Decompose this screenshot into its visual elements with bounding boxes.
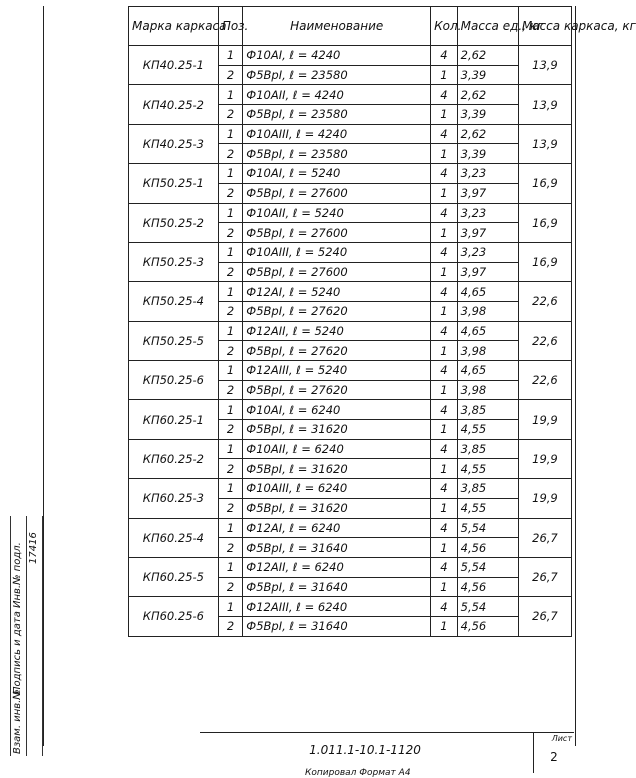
item-qty: 4 xyxy=(431,400,458,420)
item-pos: 1 xyxy=(218,124,242,144)
item-name: Ф5ВрI, ℓ = 31640 xyxy=(243,577,431,597)
table-row xyxy=(129,124,572,144)
item-mass: 5,54 xyxy=(457,597,518,617)
item-pos: 2 xyxy=(218,420,242,440)
frame-mark: КП60.25-5 xyxy=(129,557,219,596)
item-pos: 1 xyxy=(218,518,242,538)
item-qty: 4 xyxy=(431,597,458,617)
item-pos: 2 xyxy=(218,65,242,85)
specification-table xyxy=(128,6,636,637)
frame-mark: КП50.25-2 xyxy=(129,203,219,242)
side-inv-number: 17416 xyxy=(28,532,39,564)
item-mass: 3,97 xyxy=(457,223,518,243)
item-mass: 3,39 xyxy=(457,105,518,125)
item-name: Ф5ВрI, ℓ = 31620 xyxy=(243,420,431,440)
item-qty: 1 xyxy=(431,459,458,479)
item-mass: 4,65 xyxy=(457,361,518,381)
item-name: Ф5ВрI, ℓ = 27620 xyxy=(243,341,431,361)
item-mass: 3,23 xyxy=(457,242,518,262)
item-qty: 1 xyxy=(431,183,458,203)
frame-total-mass: 16,9 xyxy=(518,242,571,281)
item-mass: 4,65 xyxy=(457,321,518,341)
frame-total-mass: 13,9 xyxy=(518,124,571,163)
item-name: Ф12АII, ℓ = 6240 xyxy=(243,557,431,577)
item-qty: 4 xyxy=(431,518,458,538)
item-qty: 4 xyxy=(431,282,458,302)
item-mass: 3,98 xyxy=(457,341,518,361)
table-row xyxy=(129,597,572,617)
header-name: Наименование xyxy=(243,7,431,46)
item-name: Ф10АIII, ℓ = 4240 xyxy=(243,124,431,144)
sheet-label: Лист xyxy=(551,734,572,743)
frame-mark: КП60.25-6 xyxy=(129,597,219,636)
item-pos: 2 xyxy=(218,459,242,479)
frame-mark: КП60.25-3 xyxy=(129,479,219,518)
item-qty: 4 xyxy=(431,361,458,381)
item-name: Ф12АIII, ℓ = 5240 xyxy=(243,361,431,381)
header-unit-mass: Масса ед., кг xyxy=(457,7,518,46)
item-qty: 1 xyxy=(431,144,458,164)
item-pos: 2 xyxy=(218,380,242,400)
item-mass: 3,97 xyxy=(457,183,518,203)
frame-total-mass: 26,7 xyxy=(518,557,571,596)
item-pos: 1 xyxy=(218,439,242,459)
table-row xyxy=(129,400,572,420)
item-name: Ф5ВрI, ℓ = 31640 xyxy=(243,616,431,636)
item-mass: 4,56 xyxy=(457,538,518,558)
item-mass: 2,62 xyxy=(457,85,518,105)
item-qty: 1 xyxy=(431,498,458,518)
item-mass: 3,39 xyxy=(457,65,518,85)
item-pos: 1 xyxy=(218,557,242,577)
frame-total-mass: 22,6 xyxy=(518,282,571,321)
frame-mark: КП50.25-6 xyxy=(129,361,219,400)
frame-total-mass: 26,7 xyxy=(518,597,571,636)
item-mass: 4,55 xyxy=(457,459,518,479)
frame-mark: КП60.25-1 xyxy=(129,400,219,439)
frame-mark: КП40.25-3 xyxy=(129,124,219,163)
item-name: Ф12АI, ℓ = 6240 xyxy=(243,518,431,538)
frame-total-mass: 19,9 xyxy=(518,439,571,478)
table-header xyxy=(129,7,572,46)
item-pos: 2 xyxy=(218,144,242,164)
item-pos: 2 xyxy=(218,301,242,321)
item-mass: 2,62 xyxy=(457,46,518,66)
item-name: Ф5ВрI, ℓ = 27600 xyxy=(243,223,431,243)
frame-mark: КП60.25-2 xyxy=(129,439,219,478)
item-mass: 4,56 xyxy=(457,577,518,597)
item-name: Ф10АII, ℓ = 4240 xyxy=(243,85,431,105)
item-pos: 1 xyxy=(218,479,242,499)
footer-note: Копировал Формат А4 xyxy=(305,768,411,778)
sheet-box xyxy=(533,733,574,773)
item-qty: 4 xyxy=(431,439,458,459)
item-mass: 4,56 xyxy=(457,616,518,636)
item-qty: 4 xyxy=(431,46,458,66)
item-mass: 3,97 xyxy=(457,262,518,282)
frame-total-mass: 22,6 xyxy=(518,361,571,400)
item-mass: 3,85 xyxy=(457,400,518,420)
item-pos: 2 xyxy=(218,341,242,361)
item-name: Ф5ВрI, ℓ = 27600 xyxy=(243,183,431,203)
item-name: Ф10АIII, ℓ = 5240 xyxy=(243,242,431,262)
table-row xyxy=(129,557,572,577)
item-qty: 4 xyxy=(431,321,458,341)
item-qty: 4 xyxy=(431,479,458,499)
table-row xyxy=(129,242,572,262)
item-mass: 3,23 xyxy=(457,164,518,184)
item-pos: 1 xyxy=(218,203,242,223)
item-mass: 2,62 xyxy=(457,124,518,144)
frame-mark: КП50.25-1 xyxy=(129,164,219,203)
item-pos: 2 xyxy=(218,262,242,282)
item-mass: 4,55 xyxy=(457,420,518,440)
item-pos: 2 xyxy=(218,577,242,597)
item-name: Ф12АII, ℓ = 5240 xyxy=(243,321,431,341)
item-name: Ф5ВрI, ℓ = 23580 xyxy=(243,65,431,85)
item-qty: 1 xyxy=(431,341,458,361)
item-pos: 1 xyxy=(218,242,242,262)
side-stamp xyxy=(0,516,43,756)
frame-total-mass: 26,7 xyxy=(518,518,571,557)
table-row xyxy=(129,518,572,538)
item-name: Ф10АII, ℓ = 6240 xyxy=(243,439,431,459)
table-row xyxy=(129,439,572,459)
frame-mark: КП50.25-3 xyxy=(129,242,219,281)
frame-total-mass: 19,9 xyxy=(518,400,571,439)
item-name: Ф5ВрI, ℓ = 31620 xyxy=(243,498,431,518)
item-name: Ф12АIII, ℓ = 6240 xyxy=(243,597,431,617)
item-name: Ф5ВрI, ℓ = 27620 xyxy=(243,380,431,400)
item-pos: 1 xyxy=(218,361,242,381)
item-pos: 1 xyxy=(218,85,242,105)
item-qty: 1 xyxy=(431,105,458,125)
item-qty: 1 xyxy=(431,577,458,597)
item-pos: 1 xyxy=(218,321,242,341)
header-pos: Поз. xyxy=(218,7,242,46)
item-name: Ф10АI, ℓ = 5240 xyxy=(243,164,431,184)
item-qty: 1 xyxy=(431,616,458,636)
side-label-sign-date: Подпись и дата xyxy=(12,611,23,694)
item-qty: 1 xyxy=(431,420,458,440)
item-mass: 3,39 xyxy=(457,144,518,164)
header-mark: Марка каркаса xyxy=(129,7,219,46)
item-name: Ф5ВрI, ℓ = 31640 xyxy=(243,538,431,558)
item-mass: 4,65 xyxy=(457,282,518,302)
side-divider xyxy=(10,516,11,756)
sheet-number: 2 xyxy=(550,750,558,764)
item-pos: 1 xyxy=(218,400,242,420)
frame-total-mass: 19,9 xyxy=(518,479,571,518)
item-mass: 5,54 xyxy=(457,518,518,538)
item-qty: 1 xyxy=(431,380,458,400)
table-row xyxy=(129,361,572,381)
frame-mark: КП50.25-4 xyxy=(129,282,219,321)
item-name: Ф10АI, ℓ = 6240 xyxy=(243,400,431,420)
item-mass: 3,98 xyxy=(457,301,518,321)
table-row xyxy=(129,321,572,341)
frame-mark: КП40.25-2 xyxy=(129,85,219,124)
item-pos: 1 xyxy=(218,282,242,302)
table-row xyxy=(129,282,572,302)
item-name: Ф5ВрI, ℓ = 27620 xyxy=(243,301,431,321)
item-pos: 2 xyxy=(218,498,242,518)
side-label-replace-inv: Взам. инв.№ xyxy=(12,689,23,754)
item-name: Ф10АI, ℓ = 4240 xyxy=(243,46,431,66)
frame-total-mass: 16,9 xyxy=(518,164,571,203)
item-qty: 1 xyxy=(431,301,458,321)
frame-mark: КП50.25-5 xyxy=(129,321,219,360)
item-pos: 2 xyxy=(218,538,242,558)
item-pos: 2 xyxy=(218,223,242,243)
frame-total-mass: 22,6 xyxy=(518,321,571,360)
item-name: Ф12АI, ℓ = 5240 xyxy=(243,282,431,302)
item-pos: 2 xyxy=(218,616,242,636)
item-pos: 2 xyxy=(218,183,242,203)
item-qty: 4 xyxy=(431,557,458,577)
item-pos: 1 xyxy=(218,46,242,66)
item-qty: 1 xyxy=(431,65,458,85)
item-pos: 2 xyxy=(218,105,242,125)
item-name: Ф5ВрI, ℓ = 27600 xyxy=(243,262,431,282)
table-row xyxy=(129,85,572,105)
header-qty: Кол. xyxy=(431,7,458,46)
table-row xyxy=(129,164,572,184)
item-mass: 3,98 xyxy=(457,380,518,400)
item-qty: 1 xyxy=(431,223,458,243)
item-name: Ф5ВрI, ℓ = 23580 xyxy=(243,105,431,125)
frame-total-mass: 16,9 xyxy=(518,203,571,242)
item-qty: 4 xyxy=(431,85,458,105)
item-qty: 1 xyxy=(431,538,458,558)
frame-mark: КП60.25-4 xyxy=(129,518,219,557)
item-mass: 4,55 xyxy=(457,498,518,518)
item-name: Ф10АII, ℓ = 5240 xyxy=(243,203,431,223)
frame-total-mass: 13,9 xyxy=(518,46,571,85)
item-qty: 4 xyxy=(431,164,458,184)
document-code: 1.011.1-10.1-1120 xyxy=(309,743,421,757)
table-row xyxy=(129,203,572,223)
item-qty: 4 xyxy=(431,203,458,223)
side-divider xyxy=(42,516,43,756)
item-qty: 1 xyxy=(431,262,458,282)
item-mass: 5,54 xyxy=(457,557,518,577)
item-mass: 3,23 xyxy=(457,203,518,223)
table-row xyxy=(129,46,572,66)
side-label-inv-orig: Инв.№ подл. xyxy=(12,542,23,608)
item-mass: 3,85 xyxy=(457,439,518,459)
header-frame-mass: Масса каркаса, кг xyxy=(518,7,571,46)
item-qty: 4 xyxy=(431,242,458,262)
frame-mark: КП40.25-1 xyxy=(129,46,219,85)
side-divider xyxy=(26,516,27,756)
item-name: Ф5ВрI, ℓ = 23580 xyxy=(243,144,431,164)
table-row xyxy=(129,479,572,499)
frame-total-mass: 13,9 xyxy=(518,85,571,124)
item-mass: 3,85 xyxy=(457,479,518,499)
item-name: Ф10АIII, ℓ = 6240 xyxy=(243,479,431,499)
item-pos: 1 xyxy=(218,597,242,617)
title-block xyxy=(200,732,574,773)
item-pos: 1 xyxy=(218,164,242,184)
item-name: Ф5ВрI, ℓ = 31620 xyxy=(243,459,431,479)
item-qty: 4 xyxy=(431,124,458,144)
